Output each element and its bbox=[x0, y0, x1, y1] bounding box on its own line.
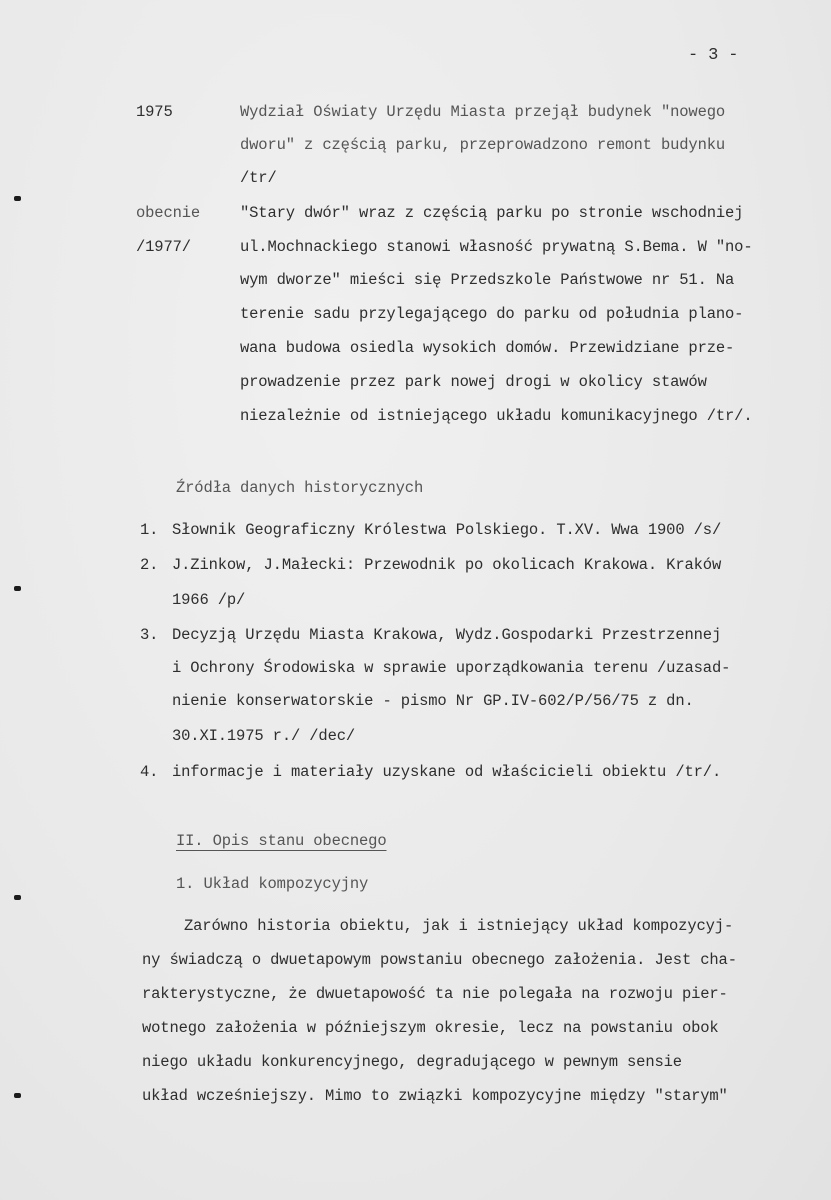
entry-line: ul.Mochnackiego stanowi własność prywatną S.Bema. W "no- bbox=[240, 238, 753, 256]
entry-line: wym dworze" mieści się Przedszkole Państwowe nr 51. Na bbox=[240, 271, 735, 289]
section-subheading: 1. Układ kompozycyjny bbox=[176, 875, 369, 893]
entry-line: dworu" z częścią parku, przeprowadzono remont budynku bbox=[240, 136, 726, 154]
sources-heading: Źródła danych historycznych bbox=[176, 479, 424, 497]
paragraph-line: wotnego założenia w późniejszym okresie, lecz na powstaniu obok bbox=[142, 1019, 719, 1037]
source-line: nienie konserwatorskie - pismo Nr GP.IV-602/P/56/75 z dn. bbox=[172, 692, 694, 710]
source-line: 1966 /p/ bbox=[172, 591, 246, 609]
entry-line: /tr/ bbox=[240, 169, 277, 187]
source-number: 4. bbox=[140, 763, 159, 781]
source-line: i Ochrony Środowiska w sprawie uporządkowania terenu /uzasad- bbox=[172, 659, 731, 677]
source-line: J.Zinkow, J.Małecki: Przewodnik po okolicach Krakowa. Kraków bbox=[172, 556, 722, 574]
source-line: 30.XI.1975 r./ /dec/ bbox=[172, 727, 356, 745]
entry-line: niezależnie od istniejącego układu komunikacyjnego /tr/. bbox=[240, 407, 753, 425]
paragraph-line: Zarówno historia obiektu, jak i istniejący układ kompozycyj- bbox=[184, 917, 734, 935]
paragraph-line: rakterystyczne, że dwuetapowość ta nie polegała na rozwoju pier- bbox=[142, 985, 728, 1003]
entry-line: wana budowa osiedla wysokich domów. Przewidziane prze- bbox=[240, 339, 735, 357]
page-number: - 3 - bbox=[688, 46, 739, 65]
entry-line: Wydział Oświaty Urzędu Miasta przejął budynek "nowego bbox=[240, 103, 726, 121]
source-number: 1. bbox=[140, 521, 159, 539]
entry-line: terenie sadu przylegającego do parku od południa plano- bbox=[240, 305, 744, 323]
entry-line: "Stary dwór" wraz z częścią parku po stronie wschodniej bbox=[240, 204, 744, 222]
source-line: informacje i materiały uzyskane od właścicieli obiektu /tr/. bbox=[172, 763, 722, 781]
paragraph-line: układ wcześniejszy. Mimo to związki kompozycyjne między "starym" bbox=[142, 1087, 728, 1105]
binder-hole bbox=[14, 586, 21, 591]
paragraph-line: niego układu konkurencyjnego, degradującego w pewnym sensie bbox=[142, 1053, 682, 1071]
source-number: 3. bbox=[140, 626, 159, 644]
entry-date-label: obecnie bbox=[136, 204, 201, 222]
section-heading: II. Opis stanu obecnego bbox=[176, 832, 387, 850]
binder-hole bbox=[14, 1093, 21, 1098]
entry-line: prowadzenie przez park nowej drogi w okolicy stawów bbox=[240, 373, 707, 391]
binder-hole bbox=[14, 196, 21, 201]
entry-date-1975: 1975 bbox=[136, 103, 173, 121]
source-line: Decyzją Urzędu Miasta Krakowa, Wydz.Gospodarki Przestrzennej bbox=[172, 626, 722, 644]
source-line: Słownik Geograficzny Królestwa Polskiego. T.XV. Wwa 1900 /s/ bbox=[172, 521, 722, 539]
entry-date-year: /1977/ bbox=[136, 238, 191, 256]
binder-hole bbox=[14, 895, 21, 900]
source-number: 2. bbox=[140, 556, 159, 574]
paragraph-line: ny świadczą o dwuetapowym powstaniu obecnego założenia. Jest cha- bbox=[142, 951, 737, 969]
